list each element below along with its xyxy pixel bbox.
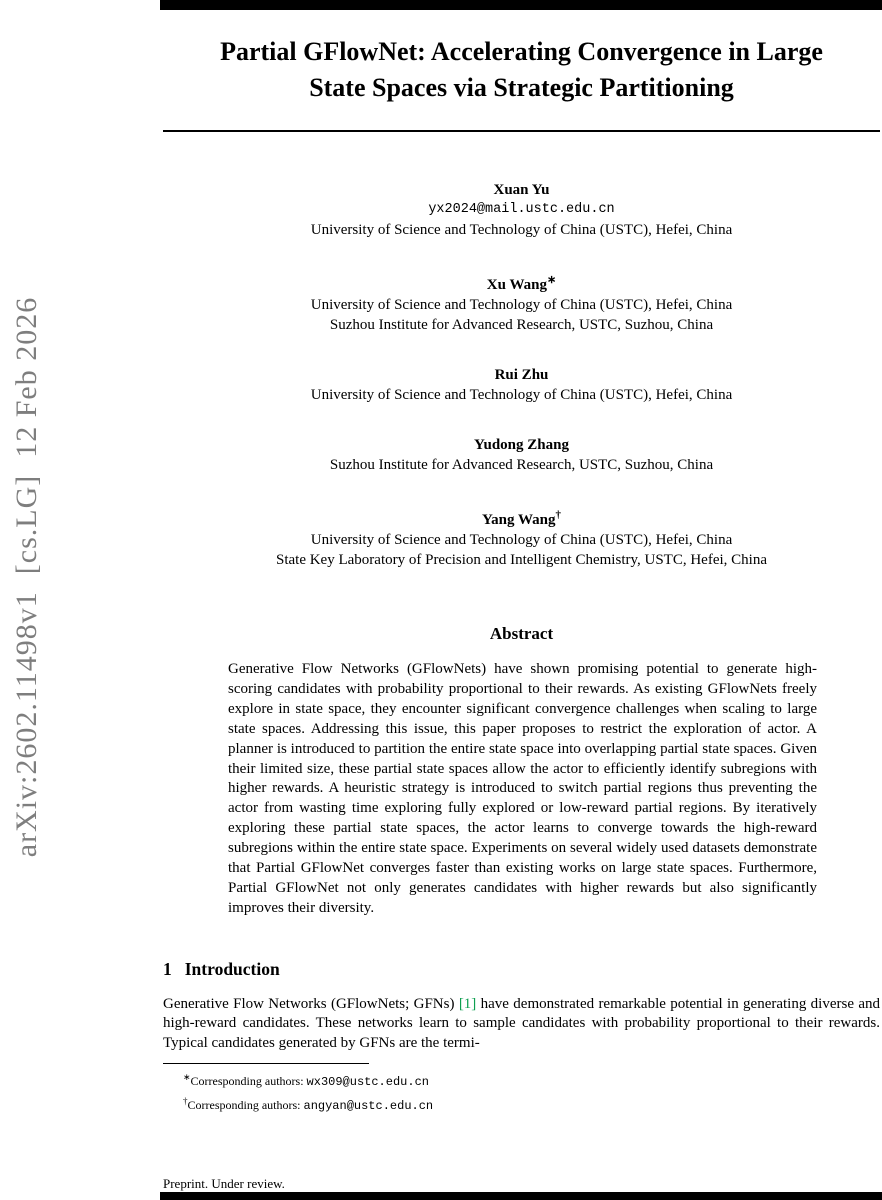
author-affiliation: University of Science and Technology of China (USTC), Hefei, China	[310, 532, 733, 548]
author-list	[163, 180, 880, 570]
author-affiliation: University of Science and Technology of China (USTC), Hefei, China	[310, 387, 733, 403]
footnote-corresponding-author-2	[163, 1092, 880, 1116]
section-title: Introduction	[184, 958, 280, 979]
author-name-text: Rui Zhu	[494, 367, 549, 383]
author-affiliation: Suzhou Institute for Advanced Research, USTC, Suzhou, China	[329, 317, 714, 333]
author-name-text: Xu Wang	[486, 277, 547, 293]
author-name-text: Yudong Zhang	[474, 437, 569, 453]
introduction-text-before-citation: Generative Flow Networks (GFlowNets; GFNs)	[163, 995, 459, 1012]
footnote-marker: †	[183, 1096, 188, 1107]
author-name	[163, 365, 880, 385]
author-affiliation: University of Science and Technology of China (USTC), Hefei, China	[310, 222, 733, 238]
preprint-note: Preprint. Under review.	[163, 1176, 285, 1191]
abstract-text: Generative Flow Networks (GFlowNets) have shown promising potential to generate high-scoring candidates with probability proportional to their rewards. As existing GFlowNets freely explore in state space, they encounter significant convergence challenges when scaling to large state spaces. Addressing this issue, this paper proposes to restrict the exploration of actor. A planner is introduced to partition the entire state space into overlapping partial state spaces. Given their limited size, these partial state spaces allow the actor to efficiently identify subregions with higher rewards. A heuristic strategy is introduced to switch partial regions thus preventing the actor from wasting time exploring fully explored or low-reward partial regions. By iteratively exploring these partial state spaces, the actor learns to converge towards the high-reward subregions within the entire state space. Experiments on several widely used datasets demonstrate that Partial GFlowNet converges faster than existing works on large state spaces. Furthermore, Partial GFlowNet not only generates candidates with higher rewards but also significantly improves their diversity.	[228, 661, 817, 916]
author-name	[163, 435, 880, 455]
citation-link-1[interactable]: [1]	[458, 995, 477, 1012]
author-name-text: Xuan Yu	[493, 182, 550, 198]
footnote-label: Corresponding authors:	[187, 1098, 304, 1113]
paper-title	[163, 0, 880, 106]
paper-title-line2: State Spaces via Strategic Partitioning	[309, 73, 734, 102]
introduction-text-after-citation: have demonstrated remarkable potential in generating diverse and high-reward candidates. These networks learn to sample candidates with probability proportional to their rewards. Typical candidates generated by GFNs are the termi-	[163, 995, 880, 1051]
footnote-email: wx309@ustc.edu.cn	[306, 1075, 429, 1090]
author-footnote-marker: ∗	[546, 274, 557, 286]
author-block-rui-zhu	[163, 365, 880, 405]
abstract-heading: Abstract	[489, 624, 554, 643]
paper-title-line1: Partial GFlowNet: Accelerating Convergence in Large	[220, 37, 823, 66]
footnote-email: angyan@ustc.edu.cn	[303, 1099, 434, 1114]
paper-content	[163, 0, 880, 1191]
page-bottom-edge	[160, 1192, 882, 1200]
introduction-paragraph	[163, 995, 880, 1054]
author-footnote-marker: †	[555, 509, 561, 521]
arxiv-watermark: arXiv:2602.11498v1 [cs.LG] 12 Feb 2026	[10, 296, 43, 858]
author-name	[163, 180, 880, 200]
author-affiliation: Suzhou Institute for Advanced Research, USTC, Suzhou, China	[329, 457, 714, 473]
author-name	[163, 270, 880, 295]
title-divider	[163, 130, 880, 132]
footnote-label: Corresponding authors:	[190, 1074, 307, 1089]
author-email: yx2024@mail.ustc.edu.cn	[428, 202, 615, 217]
footnotes	[163, 1068, 880, 1116]
footnote-divider	[163, 1063, 369, 1064]
author-block-yudong-zhang	[163, 435, 880, 475]
author-name-text: Yang Wang	[481, 512, 556, 528]
footnote-marker: ∗	[183, 1072, 191, 1083]
author-name	[163, 505, 880, 530]
author-block-yang-wang	[163, 505, 880, 570]
section-number: 1	[163, 958, 172, 979]
footnote-corresponding-author-1	[163, 1068, 880, 1092]
author-block-xu-wang	[163, 270, 880, 335]
author-affiliation: University of Science and Technology of China (USTC), Hefei, China	[310, 297, 733, 313]
section-heading-introduction	[163, 957, 880, 981]
author-block-xuan-yu	[163, 180, 880, 240]
author-affiliation: State Key Laboratory of Precision and Intelligent Chemistry, USTC, Hefei, China	[275, 552, 767, 568]
